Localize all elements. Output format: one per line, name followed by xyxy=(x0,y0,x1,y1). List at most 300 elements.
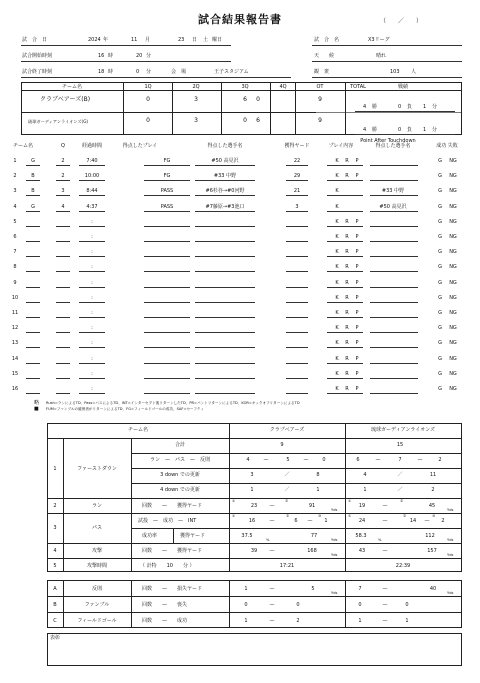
match-name-value: X3リーグ xyxy=(368,37,390,43)
scoring-row-number: 12 xyxy=(11,325,19,332)
third-down-label: 3 down での更新 xyxy=(160,472,200,478)
scoring-player-cell: #7藤原→#3池口 xyxy=(205,203,245,210)
fg-sub-label: 回数 — 成功 xyxy=(142,618,188,624)
pat-player-underline xyxy=(370,363,418,364)
misc-row-a: A xyxy=(53,586,57,592)
stats-row-num-5: 5 xyxy=(53,563,57,569)
score-team1-total: 9 xyxy=(318,96,322,103)
stats-row-num-2: 2 xyxy=(53,503,57,509)
scoring-cell-underline xyxy=(195,226,255,227)
run-circle-2-team1: ② xyxy=(285,499,289,503)
scoring-cell-underline xyxy=(195,363,255,364)
score-header-team: チーム名 xyxy=(61,84,83,90)
pat-player-underline xyxy=(370,332,418,333)
score-team1-ties: 1 xyxy=(423,104,427,110)
first-down-label: ファーストダウン xyxy=(77,466,117,472)
scoring-cell-underline xyxy=(79,211,105,212)
scoring-header-player: 得点した選手名 xyxy=(207,143,243,149)
pat-ng-cell: NG xyxy=(449,370,457,377)
scoring-cell-underline xyxy=(56,211,70,212)
scoring-cell-underline xyxy=(26,363,40,364)
pat-k-cell: K xyxy=(335,325,339,332)
pat-k-cell: K xyxy=(335,264,339,271)
fd-breakdown-label: ラン — パス — 反則 xyxy=(149,457,211,463)
scoring-time-cell: 10:00 xyxy=(84,173,100,180)
pat-player-cell: #50 高見沢 xyxy=(379,203,407,210)
fd-dash-1: — xyxy=(263,457,269,463)
pat-play-underline xyxy=(327,287,363,288)
scoring-cell-underline xyxy=(56,393,70,394)
run-yds-team2: 45 xyxy=(428,503,436,509)
scoring-player-cell: #6杉谷→#0河野 xyxy=(205,188,245,195)
pass-circle-3-team1: ③ xyxy=(318,514,322,518)
start-hour: 16 xyxy=(98,53,105,59)
pat-player-cell: #33 中野 xyxy=(381,188,405,195)
scoring-cell-underline xyxy=(79,363,105,364)
score-team1-wins: 4 xyxy=(363,104,367,110)
score-team2-losses: 0 xyxy=(398,127,402,133)
month-value: 11 xyxy=(131,37,138,43)
score-header-total: TOTAL xyxy=(350,84,366,90)
scoring-time-cell: : xyxy=(91,310,93,316)
scoring-header-q: Q xyxy=(61,143,65,149)
run-dash-2: — xyxy=(382,503,388,509)
third-conv-team1: 3 xyxy=(250,472,254,478)
score-team1-loss-label: 負 xyxy=(407,104,413,110)
pat-p-cell: P xyxy=(355,218,359,225)
pat-r-cell: R xyxy=(345,355,349,362)
pat-play-underline xyxy=(327,332,363,333)
note-bullet: ■ xyxy=(34,406,39,412)
pat-ng-cell: NG xyxy=(449,386,457,392)
scoring-time-cell: : xyxy=(91,370,93,377)
offense-label: 攻撃 xyxy=(91,548,103,554)
scoring-cell-underline xyxy=(144,211,190,212)
fd-pass-team1: 5 xyxy=(286,457,290,463)
scoring-cell-underline xyxy=(286,271,308,272)
pat-k-cell: K xyxy=(335,279,339,286)
pat-r-cell: R xyxy=(345,325,349,332)
pat-ng-cell: NG xyxy=(449,325,457,332)
pat-ng-cell: NG xyxy=(449,310,457,316)
scoring-time-cell: 4:37 xyxy=(86,203,98,210)
scoring-cell-underline xyxy=(286,378,308,379)
penalty-yds-team2: 40 xyxy=(429,586,437,592)
scoring-cell-underline xyxy=(56,363,70,364)
start-time-label: 試合開始時刻 xyxy=(22,53,53,59)
pat-r-cell: R xyxy=(345,310,349,316)
scoring-header-team: チーム名 xyxy=(12,143,34,149)
fourth-conv-team1: 1 xyxy=(250,487,254,493)
pat-g-cell: G xyxy=(438,173,442,180)
pat-player-underline xyxy=(370,347,418,348)
end-min: 0 xyxy=(136,69,140,75)
pat-ng-cell: NG xyxy=(449,188,457,195)
weather-label: 天 候 xyxy=(314,53,335,59)
pat-player-underline xyxy=(370,378,418,379)
pat-p-cell: P xyxy=(355,310,359,316)
scoring-cell-underline xyxy=(26,378,40,379)
offense-yds-team1: 168 xyxy=(307,548,317,554)
stats-team-label: チーム名 xyxy=(127,427,149,433)
scoring-cell-underline xyxy=(144,378,190,379)
scoring-cell-underline xyxy=(286,287,308,288)
pat-p-cell: P xyxy=(355,279,359,286)
pat-header-player: 得点した選手名 xyxy=(375,143,411,149)
score-team2-total: 9 xyxy=(318,117,322,124)
fg-label: フィールドゴール xyxy=(77,618,117,624)
scoring-cell-underline xyxy=(195,347,255,348)
scoring-cell-underline xyxy=(56,195,70,196)
score-team2-wins: 4 xyxy=(363,127,367,133)
possession-sub-label: （ 計特 10 分 ） xyxy=(140,563,195,569)
audience-underline xyxy=(312,77,462,78)
scoring-cell-underline xyxy=(144,180,190,181)
pat-player-underline xyxy=(370,241,418,242)
scoring-cell-underline xyxy=(26,241,40,242)
pat-player-underline xyxy=(370,195,418,196)
scoring-time-cell: : xyxy=(91,249,93,256)
scoring-cell-underline xyxy=(26,302,40,303)
score-team1-tie-label: 分 xyxy=(432,104,438,110)
pat-k-cell: K xyxy=(335,340,339,347)
pat-g-cell: G xyxy=(438,355,442,362)
audience-unit: 人 xyxy=(411,69,417,75)
score-team1-4q: 0 xyxy=(256,96,260,103)
scoring-q-cell: 3 xyxy=(61,188,65,195)
scoring-cell-underline xyxy=(195,195,255,196)
scoring-cell-underline xyxy=(79,241,105,242)
scoring-cell-underline xyxy=(144,287,190,288)
penalty-count-team2: 7 xyxy=(358,586,362,592)
pass-yards-label: 獲得ヤード xyxy=(180,533,206,539)
pat-p-cell: P xyxy=(355,173,359,180)
pat-ng-cell: NG xyxy=(449,294,457,301)
scoring-time-cell: : xyxy=(91,294,93,301)
weekday-unit: 曜日 xyxy=(212,37,223,43)
pat-player-underline xyxy=(370,317,418,318)
possession-team2: 22:39 xyxy=(395,563,411,569)
penalty-sub-label: 回数 — 損失ヤード xyxy=(142,586,203,592)
scoring-cell-underline xyxy=(286,363,308,364)
pat-p-cell: P xyxy=(355,325,359,332)
scoring-cell-underline xyxy=(56,241,70,242)
penalty-yds-team1: 5 xyxy=(311,586,315,592)
third-slash-2: ／ xyxy=(397,472,403,478)
year-unit: 年 xyxy=(103,37,109,43)
scoring-play-cell: FG xyxy=(163,158,171,164)
pat-play-underline xyxy=(327,271,363,272)
scoring-cell-underline xyxy=(56,180,70,181)
scoring-cell-underline xyxy=(79,347,105,348)
scoring-cell-underline xyxy=(286,180,308,181)
scoring-cell-underline xyxy=(286,241,308,242)
possession-label: 攻撃時間 xyxy=(86,563,108,569)
scoring-cell-underline xyxy=(79,180,105,181)
scoring-row-number: 15 xyxy=(11,370,19,377)
scoring-cell-underline xyxy=(144,363,190,364)
score-header-ot: OT xyxy=(316,84,324,90)
pat-ng-cell: NG xyxy=(449,264,457,271)
weekday-value: 土 xyxy=(203,37,209,43)
stats-row-num-3: 3 xyxy=(53,525,57,531)
pass-yds-team1: 77 xyxy=(310,533,318,539)
score-header-4q: 4Q xyxy=(279,84,287,90)
scoring-cell-underline xyxy=(144,332,190,333)
run-sub-label: 回数 — 獲得ヤード xyxy=(142,503,203,509)
scoring-yards-cell: 21 xyxy=(293,188,301,195)
pat-play-underline xyxy=(327,180,363,181)
match-date-underline xyxy=(21,45,231,46)
scoring-cell-underline xyxy=(195,317,255,318)
pass-sub-label: 試投 — 成功 — INT xyxy=(138,518,197,524)
misc-row-b: B xyxy=(53,602,57,608)
scoring-header-time: 経過時間 xyxy=(81,143,103,149)
pat-p-cell: P xyxy=(355,234,359,240)
fd-total-team2: 15 xyxy=(396,442,404,448)
start-min-unit: 分 xyxy=(146,53,152,59)
scoring-row-number: 13 xyxy=(11,340,19,347)
pat-ng-cell: NG xyxy=(449,355,457,362)
stats-row-num-1: 1 xyxy=(53,466,57,472)
fd-total-team1: 9 xyxy=(280,442,284,448)
stats-team1-name: クラブベアーズ xyxy=(269,427,305,433)
scoring-play-cell: PASS xyxy=(160,188,174,195)
day-value: 23 xyxy=(178,37,185,43)
pass-dash-2: — xyxy=(307,518,313,524)
offense-yds-team2: 157 xyxy=(427,548,437,554)
scoring-cell-underline xyxy=(79,393,105,394)
pass-circle-3-team2: ③ xyxy=(432,514,436,518)
pat-title: Point After Touchdown xyxy=(360,138,416,144)
offense-plays-team2: 43 xyxy=(358,548,366,554)
end-min-unit: 分 xyxy=(146,69,152,75)
score-team1-losses: 0 xyxy=(398,104,402,110)
scoring-cell-underline xyxy=(144,226,190,227)
pat-p-cell: P xyxy=(355,264,359,271)
scoring-cell-underline xyxy=(26,211,40,212)
scoring-row-number: 9 xyxy=(13,279,17,286)
scoring-yards-cell: 3 xyxy=(295,203,299,210)
pat-header-play: プレイ内容 xyxy=(328,143,354,149)
pat-ng-cell: NG xyxy=(449,158,457,164)
scoring-player-cell: #50 高見沢 xyxy=(211,158,239,164)
scoring-cell-underline xyxy=(56,271,70,272)
pat-player-underline xyxy=(370,165,418,166)
pass-dash-1: — xyxy=(269,518,275,524)
pat-player-underline xyxy=(370,302,418,303)
match-date-label: 試 合 日 xyxy=(22,37,48,43)
score-team2-tie-label: 分 xyxy=(432,127,438,133)
match-name-label: 試 合 名 xyxy=(314,37,340,43)
run-att-team2: 19 xyxy=(358,503,366,509)
pass-int-team1: 1 xyxy=(324,518,328,524)
pat-g-cell: G xyxy=(438,234,442,240)
scoring-time-cell: : xyxy=(91,264,93,271)
scoring-cell-underline xyxy=(286,347,308,348)
scoring-row-number: 8 xyxy=(13,264,17,271)
pat-k-cell: K xyxy=(335,249,339,256)
scoring-cell-underline xyxy=(79,271,105,272)
scoring-cell-underline xyxy=(26,287,40,288)
score-team1-name: クラブベアーズ(B) xyxy=(40,96,91,103)
fg-att-team1: 1 xyxy=(244,618,248,624)
weather-value: 晴れ xyxy=(376,53,387,59)
start-time-underline xyxy=(21,61,231,62)
scoring-cell-underline xyxy=(144,317,190,318)
score-team1-record-underline xyxy=(355,111,455,112)
pat-r-cell: R xyxy=(345,279,349,286)
scoring-cell-underline xyxy=(195,287,255,288)
pat-ng-cell: NG xyxy=(449,340,457,347)
scoring-yards-cell: 22 xyxy=(293,158,301,164)
scoring-row-number: 16 xyxy=(11,386,19,392)
scoring-cell-underline xyxy=(286,211,308,212)
weather-underline xyxy=(312,61,462,62)
scoring-cell-underline xyxy=(144,256,190,257)
score-team2-2q: 3 xyxy=(194,117,198,124)
scoring-play-cell: FG xyxy=(163,173,171,180)
scoring-player-cell: #33 中野 xyxy=(213,173,237,180)
fourth-down-label: 4 down での更新 xyxy=(160,487,200,493)
scoring-cell-underline xyxy=(56,287,70,288)
pat-player-underline xyxy=(370,256,418,257)
pat-ng-cell: NG xyxy=(449,218,457,225)
scoring-cell-underline xyxy=(286,332,308,333)
fd-penalty-team1: 0 xyxy=(322,457,326,463)
run-label: ラン xyxy=(91,503,103,509)
third-att-team2: 11 xyxy=(429,472,437,478)
scoring-time-cell: : xyxy=(91,234,93,240)
scoring-row-number: 11 xyxy=(11,310,19,316)
scoring-cell-underline xyxy=(195,165,255,166)
pat-player-underline xyxy=(370,226,418,227)
pat-play-underline xyxy=(327,393,363,394)
offense-yds-unit-1: Yds xyxy=(331,553,338,557)
pat-k-cell: K xyxy=(335,158,339,164)
scoring-cell-underline xyxy=(26,180,40,181)
penalty-dash-1: — xyxy=(269,586,275,592)
pat-ng-cell: NG xyxy=(449,203,457,210)
fd-total-label: 合計 xyxy=(174,442,186,448)
pat-g-cell: G xyxy=(438,294,442,301)
stats-row-num-4: 4 xyxy=(53,548,57,554)
scoring-cell-underline xyxy=(26,347,40,348)
end-time-label: 試合終了時刻 xyxy=(22,69,53,75)
scoring-cell-underline xyxy=(286,165,308,166)
pat-player-underline xyxy=(370,180,418,181)
pass-yds-team2: 112 xyxy=(425,533,435,539)
scoring-cell-underline xyxy=(79,378,105,379)
scoring-cell-underline xyxy=(79,287,105,288)
remarks-label: 表彰 xyxy=(50,635,61,641)
end-hour: 18 xyxy=(98,69,105,75)
third-att-team1: 8 xyxy=(316,472,320,478)
penalty-count-team1: 1 xyxy=(244,586,248,592)
score-team1-3q: 6 xyxy=(243,96,247,103)
third-slash-1: ／ xyxy=(284,472,290,478)
page-date-slots: （ ／ ） xyxy=(380,18,423,25)
scoring-row-number: 1 xyxy=(13,158,17,164)
audience-label: 観 衆 xyxy=(314,69,330,75)
pat-play-underline xyxy=(327,302,363,303)
pass-label: パス xyxy=(91,525,103,531)
scoring-row-number: 4 xyxy=(13,203,17,210)
scoring-cell-underline xyxy=(56,226,70,227)
scoring-cell-underline xyxy=(195,211,255,212)
scoring-cell-underline xyxy=(286,256,308,257)
pat-p-cell: P xyxy=(355,340,359,347)
fd-dash-2: — xyxy=(303,457,309,463)
pass-dash-4: — xyxy=(424,518,430,524)
run-att-team1: 23 xyxy=(250,503,258,509)
pat-play-underline xyxy=(327,256,363,257)
fg-made-team1: 2 xyxy=(296,618,300,624)
scoring-cell-underline xyxy=(26,165,40,166)
scoring-cell-underline xyxy=(286,195,308,196)
scoring-time-cell: : xyxy=(91,279,93,286)
report-title: 試合結果報告書 xyxy=(198,13,282,26)
scoring-cell-underline xyxy=(195,332,255,333)
pass-rate-unit-2: % xyxy=(378,538,382,542)
scoring-cell-underline xyxy=(26,256,40,257)
scoring-row-number: 5 xyxy=(13,218,17,225)
scoring-cell-underline xyxy=(144,195,190,196)
pat-player-underline xyxy=(370,287,418,288)
pat-r-cell: R xyxy=(345,234,349,240)
scoring-row-number: 3 xyxy=(13,188,17,195)
year-value: 2024 xyxy=(88,37,101,43)
venue-label: 会 場 xyxy=(171,69,187,75)
scoring-yards-cell: 29 xyxy=(293,173,301,180)
pass-dash-3: — xyxy=(382,518,388,524)
start-min: 20 xyxy=(136,53,143,59)
scoring-cell-underline xyxy=(56,302,70,303)
pat-k-cell: K xyxy=(335,173,339,180)
run-dash-1: — xyxy=(269,503,275,509)
pat-r-cell: R xyxy=(345,158,349,164)
scoring-q-cell: 4 xyxy=(61,203,65,210)
fourth-conv-team2: 1 xyxy=(363,487,367,493)
fg-att-team2: 1 xyxy=(358,618,362,624)
penalty-label: 反則 xyxy=(91,586,103,592)
scoring-cell-underline xyxy=(79,195,105,196)
scoring-cell-underline xyxy=(286,393,308,394)
pat-play-underline xyxy=(327,195,363,196)
pat-player-underline xyxy=(370,211,418,212)
fourth-slash-1: ／ xyxy=(284,487,290,493)
pat-g-cell: G xyxy=(438,370,442,377)
scoring-cell-underline xyxy=(79,302,105,303)
pat-g-cell: G xyxy=(438,218,442,225)
pat-r-cell: R xyxy=(345,264,349,271)
scoring-cell-underline xyxy=(144,241,190,242)
pat-play-underline xyxy=(327,347,363,348)
pat-play-underline xyxy=(327,211,363,212)
offense-plays-team1: 39 xyxy=(250,548,258,554)
pat-player-underline xyxy=(370,393,418,394)
note-label: 略 xyxy=(34,400,40,406)
scoring-cell-underline xyxy=(144,165,190,166)
scoring-header-yards: 獲得ヤード xyxy=(284,143,310,149)
pat-p-cell: P xyxy=(355,294,359,301)
pass-rate-team1: 37.5 xyxy=(241,533,253,539)
score-team2-name: 琉球ガーディアンライオンズ(G) xyxy=(28,119,89,124)
stats-team2-name: 琉球ガーディアンライオンズ xyxy=(371,427,435,433)
scoring-cell-underline xyxy=(144,393,190,394)
pat-p-cell: P xyxy=(355,249,359,256)
scoring-team-cell: B xyxy=(31,173,35,180)
